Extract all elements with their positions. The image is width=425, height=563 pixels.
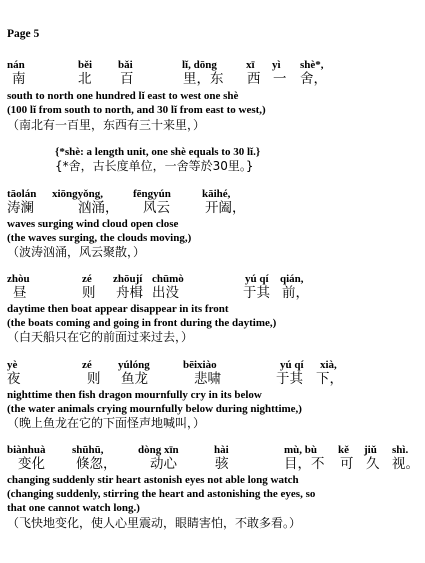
gloss-line: nighttime then fish dragon mournfully cry in its below (7, 389, 262, 401)
hanzi-token: 开阖， (205, 200, 246, 216)
pinyin-token: biànhuà (7, 444, 46, 456)
pinyin-token: qián, (280, 273, 304, 285)
pinyin-token: tāolán (7, 188, 37, 200)
translation-line: (changing suddenly, stirring the heart and astonishing the eyes, so (7, 488, 316, 500)
pinyin-token: xiōngyǒng, (52, 188, 104, 200)
hanzi-token: 汹涌， (78, 200, 119, 216)
hanzi-token: 一 (273, 71, 287, 87)
chinese-translation: （晚上鱼龙在它的下面怪声地喊叫，） (7, 416, 206, 430)
translation-line: (the waves surging, the clouds moving,) (7, 232, 192, 244)
hanzi-row (0, 286, 425, 300)
hanzi-row (0, 72, 425, 86)
pinyin-row (0, 443, 425, 457)
hanzi-token: 于其 (243, 285, 270, 301)
hanzi-token: 南 (12, 71, 26, 87)
pinyin-token: kě (338, 444, 349, 456)
pinyin-token: kāihé, (202, 188, 231, 200)
pinyin-token: lǐ, dōng (182, 59, 217, 71)
chinese-translation: （飞快地变化，使人心里震动，眼睛害怕，不敢多看。） (7, 516, 302, 530)
hanzi-token: 悲啸 (194, 371, 221, 387)
pinyin-token: shì. (392, 444, 409, 456)
hanzi-token: 倏忽， (76, 456, 117, 472)
pinyin-token: zhōují (113, 273, 143, 285)
pinyin-token: zhòu (7, 273, 30, 285)
note-line: {*shè: a length unit, one shè equals to 30 lǐ.} (55, 146, 261, 158)
hanzi-token: 视。 (392, 456, 419, 472)
pinyin-row (0, 272, 425, 286)
pinyin-token: chūmò (152, 273, 184, 285)
gloss-line: south to north one hundred lǐ east to west one shè (7, 90, 239, 102)
pinyin-token: yú qí (245, 273, 269, 285)
hanzi-token: 北 (78, 71, 92, 87)
translation-line: (the water animals crying mournfully below during nighttime,) (7, 403, 302, 415)
pinyin-token: zé (82, 273, 92, 285)
hanzi-token: 可 (340, 456, 354, 472)
pinyin-token: shè*, (300, 59, 324, 71)
gloss-line: daytime then boat appear disappear in its front (7, 303, 229, 315)
pinyin-token: dòng xīn (138, 444, 179, 456)
pinyin-token: yè (7, 359, 18, 371)
hanzi-token: 涛澜 (7, 200, 34, 216)
pinyin-token: fēngyún (133, 188, 171, 200)
hanzi-token: 骇 (215, 456, 229, 472)
hanzi-token: 鱼龙 (121, 371, 148, 387)
pinyin-token: mù, bù (284, 444, 318, 456)
hanzi-token: 则 (87, 371, 101, 387)
pinyin-token: nán (7, 59, 25, 71)
chinese-translation: （波涛汹涌，风云聚散，） (7, 245, 146, 259)
hanzi-token: 于其 (276, 371, 303, 387)
gloss-line: waves surging wind cloud open close (7, 218, 179, 230)
pinyin-row (0, 187, 425, 201)
hanzi-token: 久 (366, 456, 380, 472)
pinyin-token: zé (82, 359, 92, 371)
translation-line: (the boats coming and going in front during the daytime,) (7, 317, 277, 329)
hanzi-row (0, 457, 425, 471)
note-line: {*舍，古长度单位，一舍等於30里。} (55, 159, 254, 173)
hanzi-token: 舟楫 (116, 285, 143, 301)
gloss-line: changing suddenly stir heart astonish eyes not able long watch (7, 474, 299, 486)
translation-line: that one cannot watch long.) (7, 502, 140, 514)
pinyin-token: yú qí (280, 359, 304, 371)
pinyin-token: shūhū, (72, 444, 104, 456)
page-number: Page 5 (7, 28, 40, 40)
pinyin-token: bēixiào (183, 359, 217, 371)
pinyin-token: yúlóng (118, 359, 150, 371)
hanzi-row (0, 201, 425, 215)
hanzi-token: 百 (120, 71, 134, 87)
chinese-translation: （白天船只在它的前面过来过去，） (7, 330, 194, 344)
hanzi-row (0, 372, 425, 386)
hanzi-token: 前， (282, 285, 309, 301)
hanzi-token: 昼 (13, 285, 27, 301)
hanzi-token: 出没 (152, 285, 179, 301)
hanzi-token: 则 (82, 285, 96, 301)
hanzi-token: 舍， (300, 71, 327, 87)
pinyin-token: bǎi (118, 59, 133, 71)
pinyin-token: xià, (320, 359, 337, 371)
pinyin-token: xī (246, 59, 255, 71)
pinyin-token: běi (78, 59, 93, 71)
pinyin-token: jiǔ (364, 444, 377, 456)
hanzi-token: 夜 (7, 371, 21, 387)
pinyin-token: hài (214, 444, 229, 456)
hanzi-token: 下， (316, 371, 343, 387)
hanzi-token: 变化 (18, 456, 45, 472)
pinyin-token: yì (272, 59, 281, 71)
hanzi-token: 西 (247, 71, 261, 87)
hanzi-token: 目，不 (284, 456, 325, 472)
hanzi-token: 动心 (150, 456, 177, 472)
hanzi-token: 风云 (143, 200, 170, 216)
translation-line: (100 lǐ from south to north, and 30 lǐ from east to west,) (7, 104, 266, 116)
pinyin-row (0, 58, 425, 72)
hanzi-token: 里，东 (183, 71, 224, 87)
pinyin-row (0, 358, 425, 372)
chinese-translation: （南北有一百里，东西有三十来里，） (7, 118, 206, 132)
